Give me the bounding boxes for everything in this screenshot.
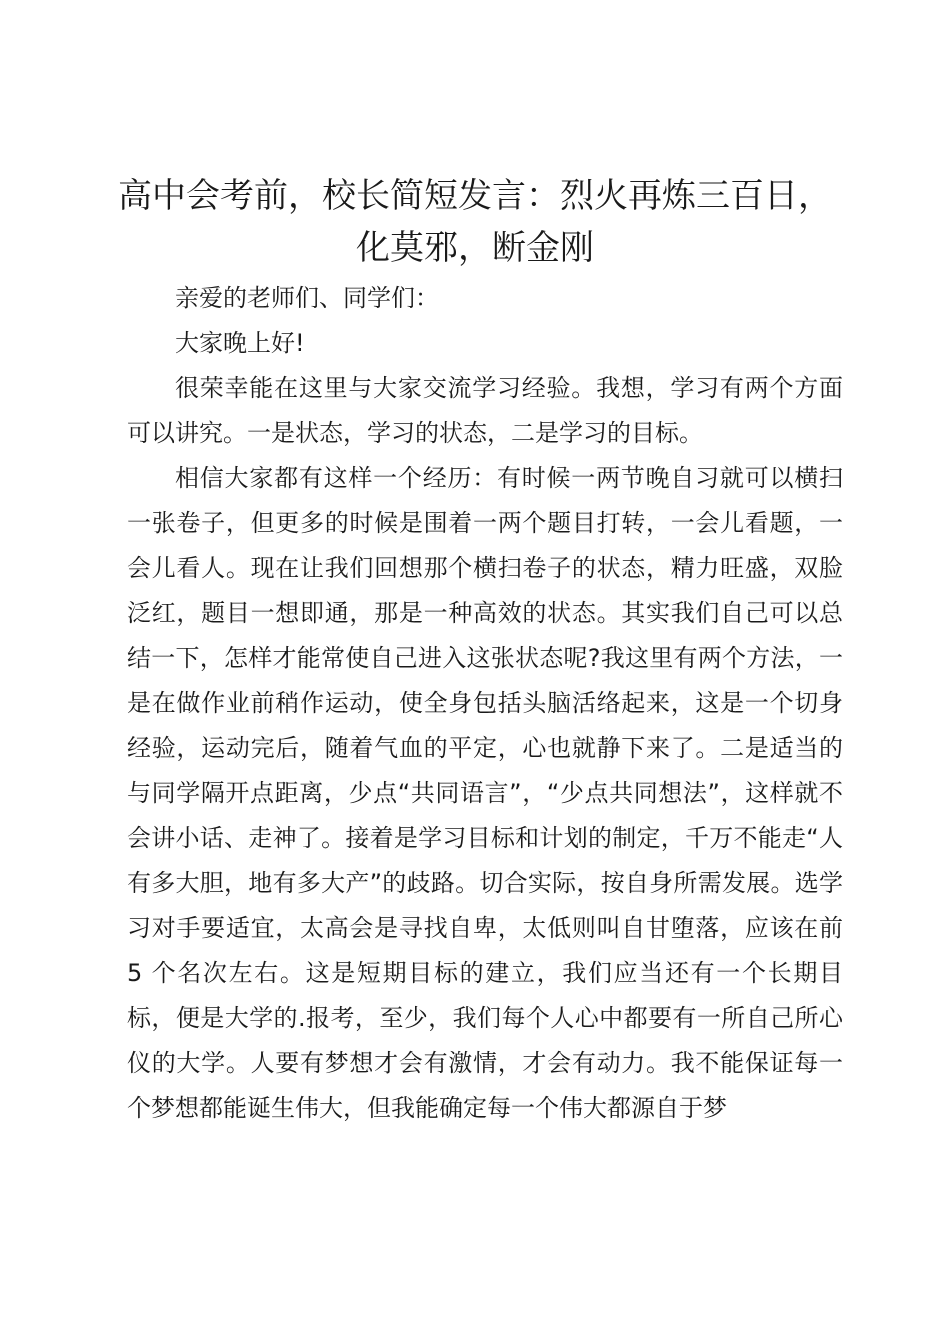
- document-title: 高中会考前，校长简短发言：烈火再炼三百日，化莫邪，断金刚: [118, 176, 832, 268]
- intro-paragraph: 很荣幸能在这里与大家交流学习经验。我想，学习有两个方面可以讲究。一是状态，学习的状态，二是学习的目标。: [127, 374, 843, 447]
- greeting-paragraph: 大家晚上好!: [175, 329, 305, 357]
- salutation-paragraph: 亲爱的老师们、同学们：: [175, 284, 439, 312]
- main-paragraph: 相信大家都有这样一个经历：有时候一两节晚自习就可以横扫一张卷子，但更多的时候是围着一两个题目打转，一会儿看题，一会儿看人。现在让我们回想那个横扫卷子的状态，精力旺盛，双脸泛红，题目一想即通，那是一种高效的状态。其实我们自己可以总结一下，怎样才能常使自己进入这张状态呢?我这里有两个方法，一是在做作业前稍作运动，使全身包括头脑活络起来，这是一个切身经验，运动完后，随着气血的平定，心也就静下来了。二是适当的与同学隔开点距离，少点“共同语言”，“少点共同想法”，这样就不会讲小话、走神了。接着是学习目标和计划的制定，千万不能走“人有多大胆，地有多大产”的歧路。切合实际，按自身所需发展。选学习对手要适宜，太高会是寻找自卑，太低则叫自甘堕落，应该在前 5 个名次左右。这是短期目标的建立，我们应当还有一个长期目标，便是大学的.报考，至少，我们每个人心中都要有一所自己所心仪的大学。人要有梦想才会有激情，才会有动力。我不能保证每一个梦想都能诞生伟大，但我能确定每一个伟大都源自于梦: [127, 464, 843, 1122]
- document-body: [127, 276, 843, 1131]
